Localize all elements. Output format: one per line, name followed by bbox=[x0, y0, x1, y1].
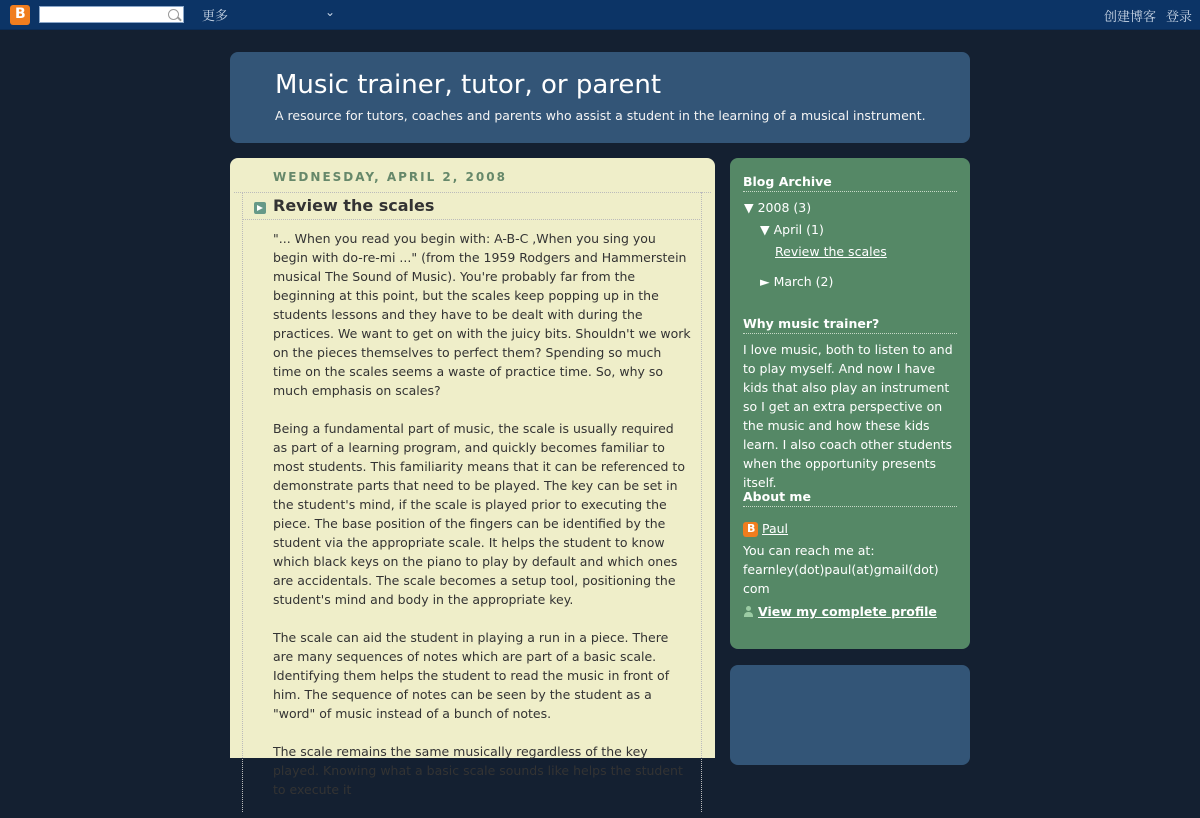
login-link[interactable]: 登录 bbox=[1166, 10, 1193, 25]
post-paragraph: The scale can aid the student in playing a run in a piece. There are many sequences of notes which are part of a basic scale. Identifying them helps the student to read the music in front of him. The sequence of notes can be seen by the student as a "word" of music instead of a bunch of notes. bbox=[273, 630, 670, 721]
blog-archive-heading: Blog Archive bbox=[743, 174, 957, 192]
search-input[interactable] bbox=[43, 12, 163, 26]
blog-description: A resource for tutors, coaches and parents who assist a student in the learning of a musical instrument. bbox=[275, 108, 926, 123]
blogger-profile-icon: B bbox=[743, 522, 758, 537]
main-column bbox=[230, 158, 715, 797]
author-name-link[interactable]: Paul bbox=[762, 521, 789, 536]
top-navbar bbox=[0, 0, 1200, 30]
blogger-logo-icon[interactable]: B bbox=[10, 5, 30, 25]
person-icon bbox=[744, 606, 753, 618]
post-paragraph: "... When you read you begin with: A-B-C ,When you sing you begin with do-re-mi ..." (from the 1959 Rodgers and Hammerstein musical The Sound of Music). You're probably far from the beginning at this point, but the scales keep popping up in the students lessons and they have to be dealt with during the practices. We want to get on with the juicy bits. Shouldn't we work on the pieces themselves to perfect them? Spending so much time on the scales seems a waste of practice time. So, why so much emphasis on scales? bbox=[273, 231, 691, 398]
post-date: WEDNESDAY, APRIL 2, 2008 bbox=[273, 170, 507, 184]
create-blog-link[interactable]: 创建博客 bbox=[1104, 10, 1157, 25]
blog-header bbox=[230, 52, 970, 143]
archive-month-april[interactable]: ▼ April (1) bbox=[760, 222, 824, 237]
divider bbox=[242, 219, 700, 220]
search-box bbox=[39, 6, 184, 23]
blog-title[interactable]: Music trainer, tutor, or parent bbox=[275, 70, 662, 100]
post-body bbox=[273, 229, 691, 818]
why-heading: Why music trainer? bbox=[743, 316, 957, 334]
post-title[interactable]: Review the scales bbox=[273, 196, 435, 215]
post-arrow-icon bbox=[254, 202, 266, 214]
sidebar-lower-panel bbox=[730, 665, 970, 765]
post-paragraph: Being a fundamental part of music, the scale is usually required as part of a learning program, and quickly becomes familiar to most students. This familiarity means that it can be referenced to demonstrate parts that need to be played. The key can be set in the student's mind, if the scale is played prior to executing the piece. The base position of the fingers can be identified by the student via the appropriate scale. It helps the student to know which black keys on the piano to play by default and which ones are accidentals. The scale becomes a setup tool, positioning the student's mind and body in the appropriate key. bbox=[273, 421, 685, 607]
sidebar bbox=[730, 158, 970, 649]
archive-post-link[interactable]: Review the scales bbox=[775, 244, 887, 259]
why-text: I love music, both to listen to and to play myself. And now I have kids that also play an instrument so I get an extra perspective on the music and how these kids learn. I also coach other students when the opportunity presents itself. bbox=[743, 342, 953, 490]
about-text: You can reach me at: fearnley(dot)paul(at)gmail(dot) com bbox=[743, 543, 939, 596]
archive-month-march[interactable]: ► March (2) bbox=[760, 274, 834, 289]
view-profile-link[interactable]: View my complete profile bbox=[758, 604, 937, 619]
more-menu[interactable]: 更多 bbox=[202, 9, 229, 24]
chevron-down-icon[interactable]: ⌄ bbox=[325, 5, 336, 19]
about-heading: About me bbox=[743, 489, 957, 507]
archive-year-2008[interactable]: ▼ 2008 (3) bbox=[744, 200, 812, 215]
post-paragraph: The scale remains the same musically regardless of the key played. Knowing what a basic scale sounds like helps the student to execute it bbox=[273, 744, 683, 797]
search-icon[interactable] bbox=[168, 9, 179, 20]
